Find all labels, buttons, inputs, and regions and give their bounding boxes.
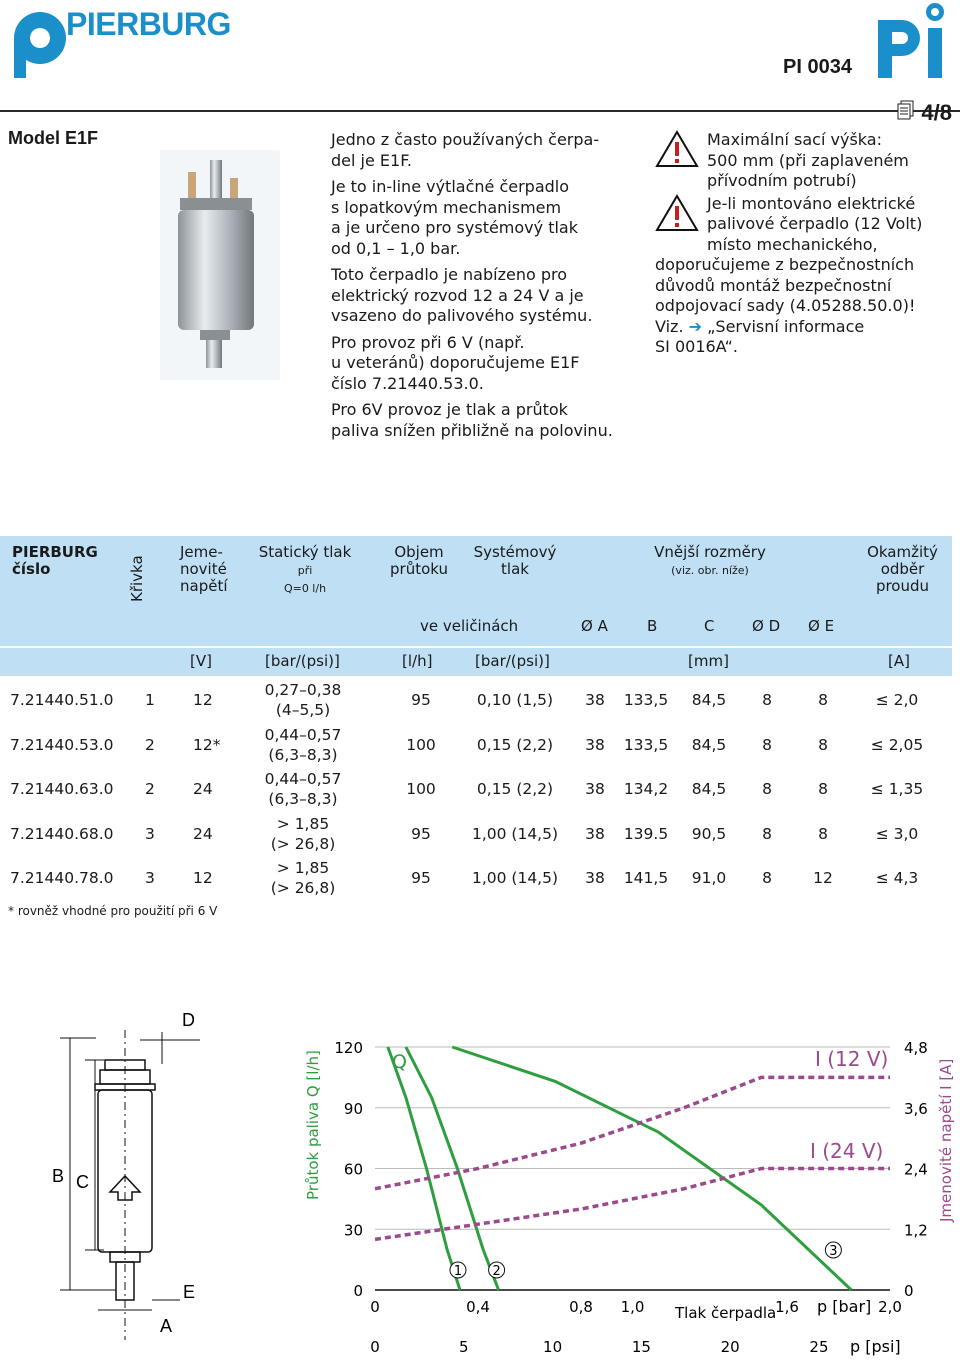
cell-sys: 0,15 (2,2) [476, 735, 554, 754]
cell-b: 133,5 [623, 735, 669, 754]
dim-label-e: E [183, 1282, 196, 1302]
series-line-4 [375, 1169, 890, 1240]
series-label: 3 [829, 1244, 838, 1259]
cell-static-psi: (> 26,8) [270, 879, 336, 897]
dim-e: Ø E [808, 617, 835, 635]
y-right-label: Jmenovité napětí I [A] [937, 1058, 955, 1222]
col-krivka [126, 540, 150, 610]
cell-flow: 95 [411, 691, 431, 709]
dim-label-d: D [182, 1010, 195, 1030]
y-left-label: Průtok paliva Q [l/h] [304, 1050, 322, 1200]
table-row [0, 723, 952, 767]
cell-num: 7.21440.51.0 [10, 691, 114, 709]
cell-e: 8 [818, 824, 828, 843]
cell-b: 133,5 [623, 691, 669, 709]
x-bar-tick: 0 [370, 1298, 380, 1316]
unit-mm: [mm] [688, 652, 729, 670]
cell-e: 8 [818, 691, 828, 709]
document-id: PI 0034 [783, 56, 852, 78]
dim-label-c: C [76, 1172, 89, 1192]
pi-logo [872, 0, 952, 86]
table-row [0, 856, 952, 900]
brand-name: PIERBURG [66, 6, 231, 42]
cell-a: 38 [585, 691, 605, 709]
cell-sys: 1,00 (14,5) [471, 869, 559, 887]
cell-e: 12 [813, 869, 833, 887]
cell-num: 7.21440.63.0 [10, 780, 114, 798]
x-psi-tick: 0 [370, 1338, 380, 1356]
y-left-tick: 0 [353, 1282, 363, 1300]
cell-num: 7.21440.68.0 [10, 824, 114, 843]
page-number [897, 100, 952, 126]
dim-label-b: B [52, 1166, 65, 1186]
cell-static-psi: (6,3–8,3) [268, 745, 338, 764]
x-bar-tick: 1,6 [775, 1298, 799, 1316]
col-rozmery-title: Vnější rozměry [654, 543, 766, 561]
warning-icon [655, 130, 699, 192]
description-p5: Pro 6V provoz je tlak a průtok paliva snížen přibližně na polovinu. [331, 400, 613, 440]
y-right-tick: 3,6 [904, 1099, 928, 1118]
description-p4: Pro provoz při 6 V (např. u veteránů) doporučujeme E1F číslo 7.21440.53.0. [331, 332, 580, 393]
model-title: Model E1F [8, 128, 99, 148]
pump-drawing-and-chart [0, 1000, 960, 1367]
cell-flow: 100 [406, 780, 436, 798]
cell-st [271, 858, 336, 898]
cell-num: 7.21440.53.0 [10, 735, 114, 754]
cell-curve: 3 [145, 824, 155, 843]
description-p1: Jedno z často používaných čerpa- del je E1F. [331, 130, 600, 170]
cell-flow: 95 [411, 824, 431, 843]
cell-c: 84,5 [691, 780, 727, 798]
x-psi-tick: 5 [459, 1338, 469, 1356]
cell-st [271, 814, 336, 854]
pierburg-logo [10, 8, 70, 84]
cell-d: 8 [762, 691, 772, 709]
series-label: 1 [453, 1264, 463, 1279]
description-p2: Je to in-line výtlačné čerpadlo s lopatkovým mechanismem a je určeno pro systémový tlak od 0,1 – 1,0 bar. [331, 177, 578, 258]
cell-b: 141,5 [623, 869, 669, 887]
x-psi-tick: 15 [631, 1338, 651, 1356]
description [331, 130, 631, 447]
x-unit-psi: p [psi] [850, 1337, 901, 1356]
service-info-ref [655, 317, 955, 358]
cell-static-bar: 0,27–0,38 [264, 681, 342, 699]
page-label: 4/8 [921, 100, 952, 125]
cell-c: 91,0 [691, 869, 727, 887]
cell-b: 134,2 [623, 780, 669, 798]
warnings [655, 130, 955, 358]
viz-prefix: Viz. [655, 316, 684, 336]
y-left-tick: 60 [343, 1160, 363, 1179]
unit-system: [bar/(psi)] [475, 652, 550, 670]
cell-st [265, 769, 342, 809]
cell-volt: 12 [193, 691, 213, 709]
col-static-sub1: při [297, 564, 313, 577]
series-label-12v: I (12 V) [815, 1047, 889, 1071]
cell-a: 38 [585, 735, 605, 754]
cell-curve: 2 [145, 735, 155, 754]
description-p3: Toto čerpadlo je nabízeno pro elektrický rozvod 12 a 24 V a je vsazeno do palivového systému. [331, 265, 593, 325]
cell-amp: ≤ 2,0 [875, 691, 919, 709]
x-bar-tick: 2,0 [878, 1298, 902, 1316]
cell-st [265, 680, 342, 720]
cell-sys: 0,10 (1,5) [476, 691, 554, 709]
cell-flow: 95 [411, 869, 431, 887]
x-bar-tick: 0,4 [466, 1298, 490, 1316]
table-row [0, 767, 952, 811]
cell-d: 8 [762, 780, 772, 798]
cell-static-bar: 0,44–0,57 [264, 770, 342, 788]
x-psi-tick: 10 [543, 1338, 563, 1356]
pages-icon [897, 100, 915, 126]
y-right-tick: 4,8 [904, 1039, 928, 1057]
cell-sys: 1,00 (14,5) [471, 824, 559, 843]
x-psi-tick: 20 [720, 1338, 740, 1356]
col-proud: Okamžitý odběr proudu [867, 543, 938, 595]
cell-amp: ≤ 2,05 [870, 735, 924, 754]
table-units [0, 646, 952, 676]
unit-static: [bar/(psi)] [265, 652, 340, 670]
cell-curve: 1 [145, 691, 155, 709]
cell-amp: ≤ 4,3 [875, 869, 919, 887]
cell-c: 84,5 [691, 691, 727, 709]
cell-volt: 24 [193, 780, 213, 798]
performance-chart [304, 1039, 955, 1356]
cell-sys: 0,15 (2,2) [476, 780, 554, 798]
dim-b: B [647, 617, 658, 635]
cell-amp: ≤ 1,35 [870, 780, 924, 798]
warning-icon [655, 194, 699, 256]
cell-e: 8 [818, 780, 828, 798]
col-rozmery [600, 544, 820, 579]
y-right-tick: 1,2 [904, 1221, 928, 1240]
cell-a: 38 [585, 780, 605, 798]
col-ve: ve veličinách [420, 617, 519, 635]
cell-flow: 100 [406, 735, 436, 754]
pump-photo [160, 150, 280, 384]
cell-curve: 3 [145, 869, 155, 887]
y-right-tick: 2,4 [904, 1160, 928, 1179]
cell-volt: 24 [193, 824, 213, 843]
col-rozmery-sub: (viz. obr. níže) [671, 564, 749, 577]
table-row [0, 812, 952, 856]
arrow-right-icon: ➔ [688, 316, 703, 336]
cell-a: 38 [585, 824, 605, 843]
unit-a: [A] [888, 652, 910, 670]
dim-label-a: A [160, 1316, 173, 1336]
x-psi-tick: 25 [809, 1338, 829, 1356]
cell-volt: 12* [193, 735, 221, 754]
y-left-tick: 120 [334, 1039, 363, 1057]
cell-d: 8 [762, 869, 772, 887]
viz-text: „Servisní informace [707, 316, 865, 336]
y-left-tick: 90 [343, 1099, 363, 1118]
unit-v: [V] [190, 652, 212, 670]
cell-num: 7.21440.78.0 [10, 869, 114, 887]
cell-static-bar: 0,44–0,57 [264, 725, 342, 744]
footnote: * rovněž vhodné pro použití při 6 V [8, 904, 218, 918]
x-axis-label: Tlak čerpadla [675, 1304, 777, 1322]
cell-static-psi: (4–5,5) [275, 701, 331, 719]
y-left-tick: 30 [343, 1221, 363, 1240]
viz-text2: SI 0016A“. [655, 337, 738, 356]
cell-static-psi: (> 26,8) [270, 834, 336, 853]
header-rule [0, 110, 960, 112]
x-bar-tick: 1,0 [620, 1298, 645, 1316]
q-label: Q [392, 1051, 407, 1073]
col-krivka-label: Křivka [128, 555, 146, 602]
cell-amp: ≤ 3,0 [875, 824, 919, 843]
warning-safety-kit: doporučujeme z bezpečnostních důvodů montáž bezpečnostní odpojovací sady (4.05288.50.0)! [655, 255, 916, 315]
col-static-sub2: Q=0 l/h [283, 582, 327, 595]
cell-static-bar: > 1,85 [276, 814, 330, 833]
cell-a: 38 [585, 869, 605, 887]
series-line-3 [375, 1077, 890, 1188]
series-label-24v: I (24 V) [810, 1139, 884, 1163]
cell-static-psi: (6,3–8,3) [268, 790, 338, 808]
cell-d: 8 [762, 735, 772, 754]
cell-volt: 12 [193, 869, 213, 887]
cell-d: 8 [762, 824, 772, 843]
cell-static-bar: > 1,85 [276, 859, 330, 877]
warning-suction-height: Maximální sací výška: 500 mm (při zaplaveném přívodním potrubí) [707, 130, 909, 190]
cell-b: 139.5 [623, 824, 669, 843]
cell-c: 84,5 [691, 735, 727, 754]
col-napeti: Jeme- novité napětí [180, 543, 228, 595]
cell-curve: 2 [145, 780, 155, 798]
cell-c: 90,5 [691, 824, 727, 843]
col-static-title: Statický tlak [258, 543, 352, 561]
x-bar-tick: 0,8 [569, 1298, 593, 1316]
x-unit-bar: p [bar] [817, 1297, 872, 1316]
cell-e: 8 [818, 735, 828, 754]
col-system: Systémový tlak [473, 543, 557, 578]
warning-electric-pump: Je-li montováno elektrické palivové čerpadlo (12 Volt) místo mechanického, [707, 193, 923, 254]
dim-c: C [704, 617, 715, 635]
col-pierburg: PIERBURG číslo [12, 543, 98, 578]
table-row [0, 678, 952, 722]
col-objem: Objem průtoku [390, 543, 448, 578]
y-right-tick: 0 [904, 1282, 914, 1300]
cell-st [265, 725, 342, 765]
dim-a: Ø A [581, 617, 608, 635]
series-label: 2 [492, 1264, 501, 1279]
dim-d: Ø D [752, 617, 781, 635]
unit-flow: [l/h] [402, 652, 433, 670]
col-static [250, 544, 360, 597]
